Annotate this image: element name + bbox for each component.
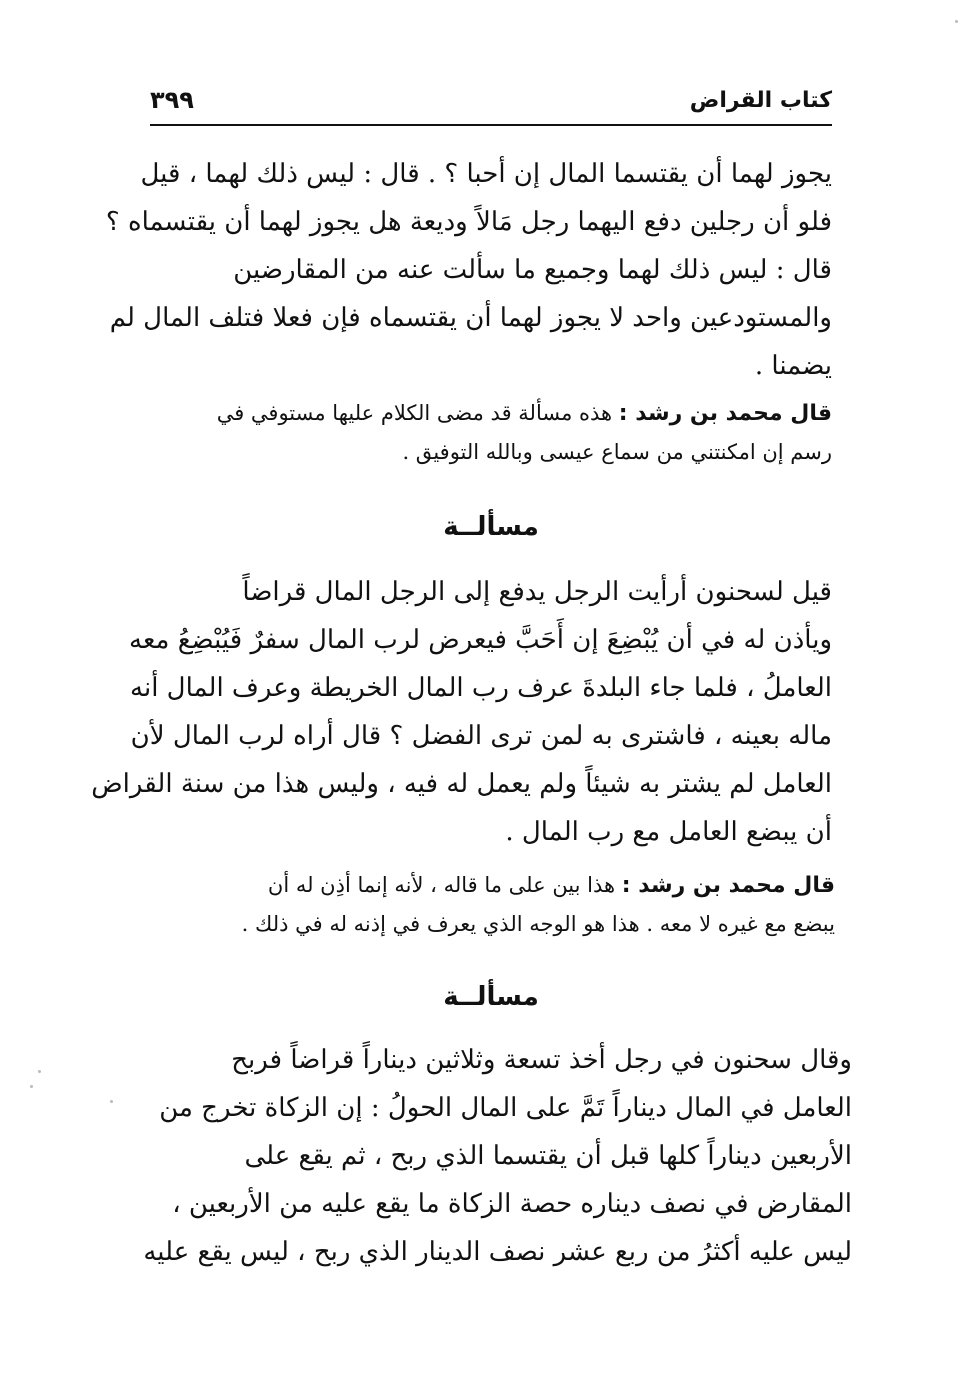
text-line: والمستودعين واحد لا يجوز لهما أن يقتسماه فإن فعلا فتلف المال لم	[109, 303, 832, 333]
text-line: ماله بعينه ، فاشترى به لمن ترى الفضل ؟ قال أراه لرب المال لأن	[130, 721, 832, 751]
text-line: فلو أن رجلين دفع اليهما رجل مَالاً وديعة هل يجوز لهما أن يقتسماه ؟	[105, 207, 832, 237]
paragraph-1	[105, 150, 832, 390]
text-line: ويأذن له في أن يُبْضِعَ إن أَحَبَّ فيعرض لرب المال سفرٌ فَيُبْضِعُ معه	[129, 625, 832, 655]
scan-speck	[30, 1085, 33, 1088]
section-heading: مسألــة	[443, 982, 539, 1012]
section-heading: مسألــة	[443, 512, 539, 542]
commentary-label: قال محمد بن رشد :	[621, 873, 835, 898]
paragraph-2	[91, 568, 832, 856]
scan-speck	[38, 1070, 41, 1073]
paragraph-3	[143, 1036, 852, 1276]
text-line: قيل لسحنون أرأيت الرجل يدفع إلى الرجل المال قراضاً	[242, 577, 832, 607]
commentary-text: يبضع مع غيره لا معه . هذا هو الوجه الذي يعرف في إذنه له في ذلك .	[241, 912, 835, 936]
text-line: ليس عليه أكثرُ من ربع عشر نصف الدينار الذي ربح ، ليس يقع عليه	[143, 1237, 852, 1267]
text-line: الأربعين ديناراً كلها قبل أن يقتسما الذي ربح ، ثم يقع على	[244, 1141, 852, 1171]
scan-speck	[110, 1100, 113, 1103]
text-line: العامل لم يشتر به شيئاً ولم يعمل له فيه ، وليس هذا من سنة القراض	[91, 769, 832, 799]
commentary-2	[155, 866, 835, 943]
text-line: العاملُ ، فلما جاء البلدةَ عرف رب المال الخريطة وعرف المال أنه	[130, 673, 832, 703]
page-header	[150, 82, 832, 126]
text-line: العامل في المال ديناراً تَمَّ على المال الحولُ : إن الزكاة تخرج من	[159, 1093, 852, 1123]
page-number: ٣٩٩	[150, 86, 194, 114]
book-title: كتاب القراض	[689, 88, 832, 113]
commentary-text: هذه مسألة قد مضى الكلام عليها مستوفي في	[216, 401, 613, 425]
text-line: المقارض في نصف ديناره حصة الزكاة ما يقع عليه من الأربعين ،	[172, 1189, 852, 1219]
text-line: أن يبضع العامل مع رب المال .	[505, 817, 832, 847]
commentary-label: قال محمد بن رشد :	[618, 401, 832, 426]
text-line: يجوز لهما أن يقتسما المال إن أحبا ؟ . قال : ليس ذلك لهما ، قيل	[140, 159, 832, 189]
commentary-text: هذا بين على ما قاله ، لأنه إنما أذِن له أن	[267, 873, 616, 897]
text-line: قال : ليس ذلك لهما وجميع ما سألت عنه من المقارضين	[233, 255, 832, 285]
text-line: يضمنا .	[754, 351, 832, 381]
commentary-text: رسم إن امكنتني من سماع عيسى وبالله التوفيق .	[402, 440, 832, 464]
commentary-1	[150, 394, 832, 471]
text-line: وقال سحنون في رجل أخذ تسعة وثلاثين ديناراً قراضاً فربح	[231, 1045, 852, 1075]
scan-speck	[955, 20, 958, 23]
